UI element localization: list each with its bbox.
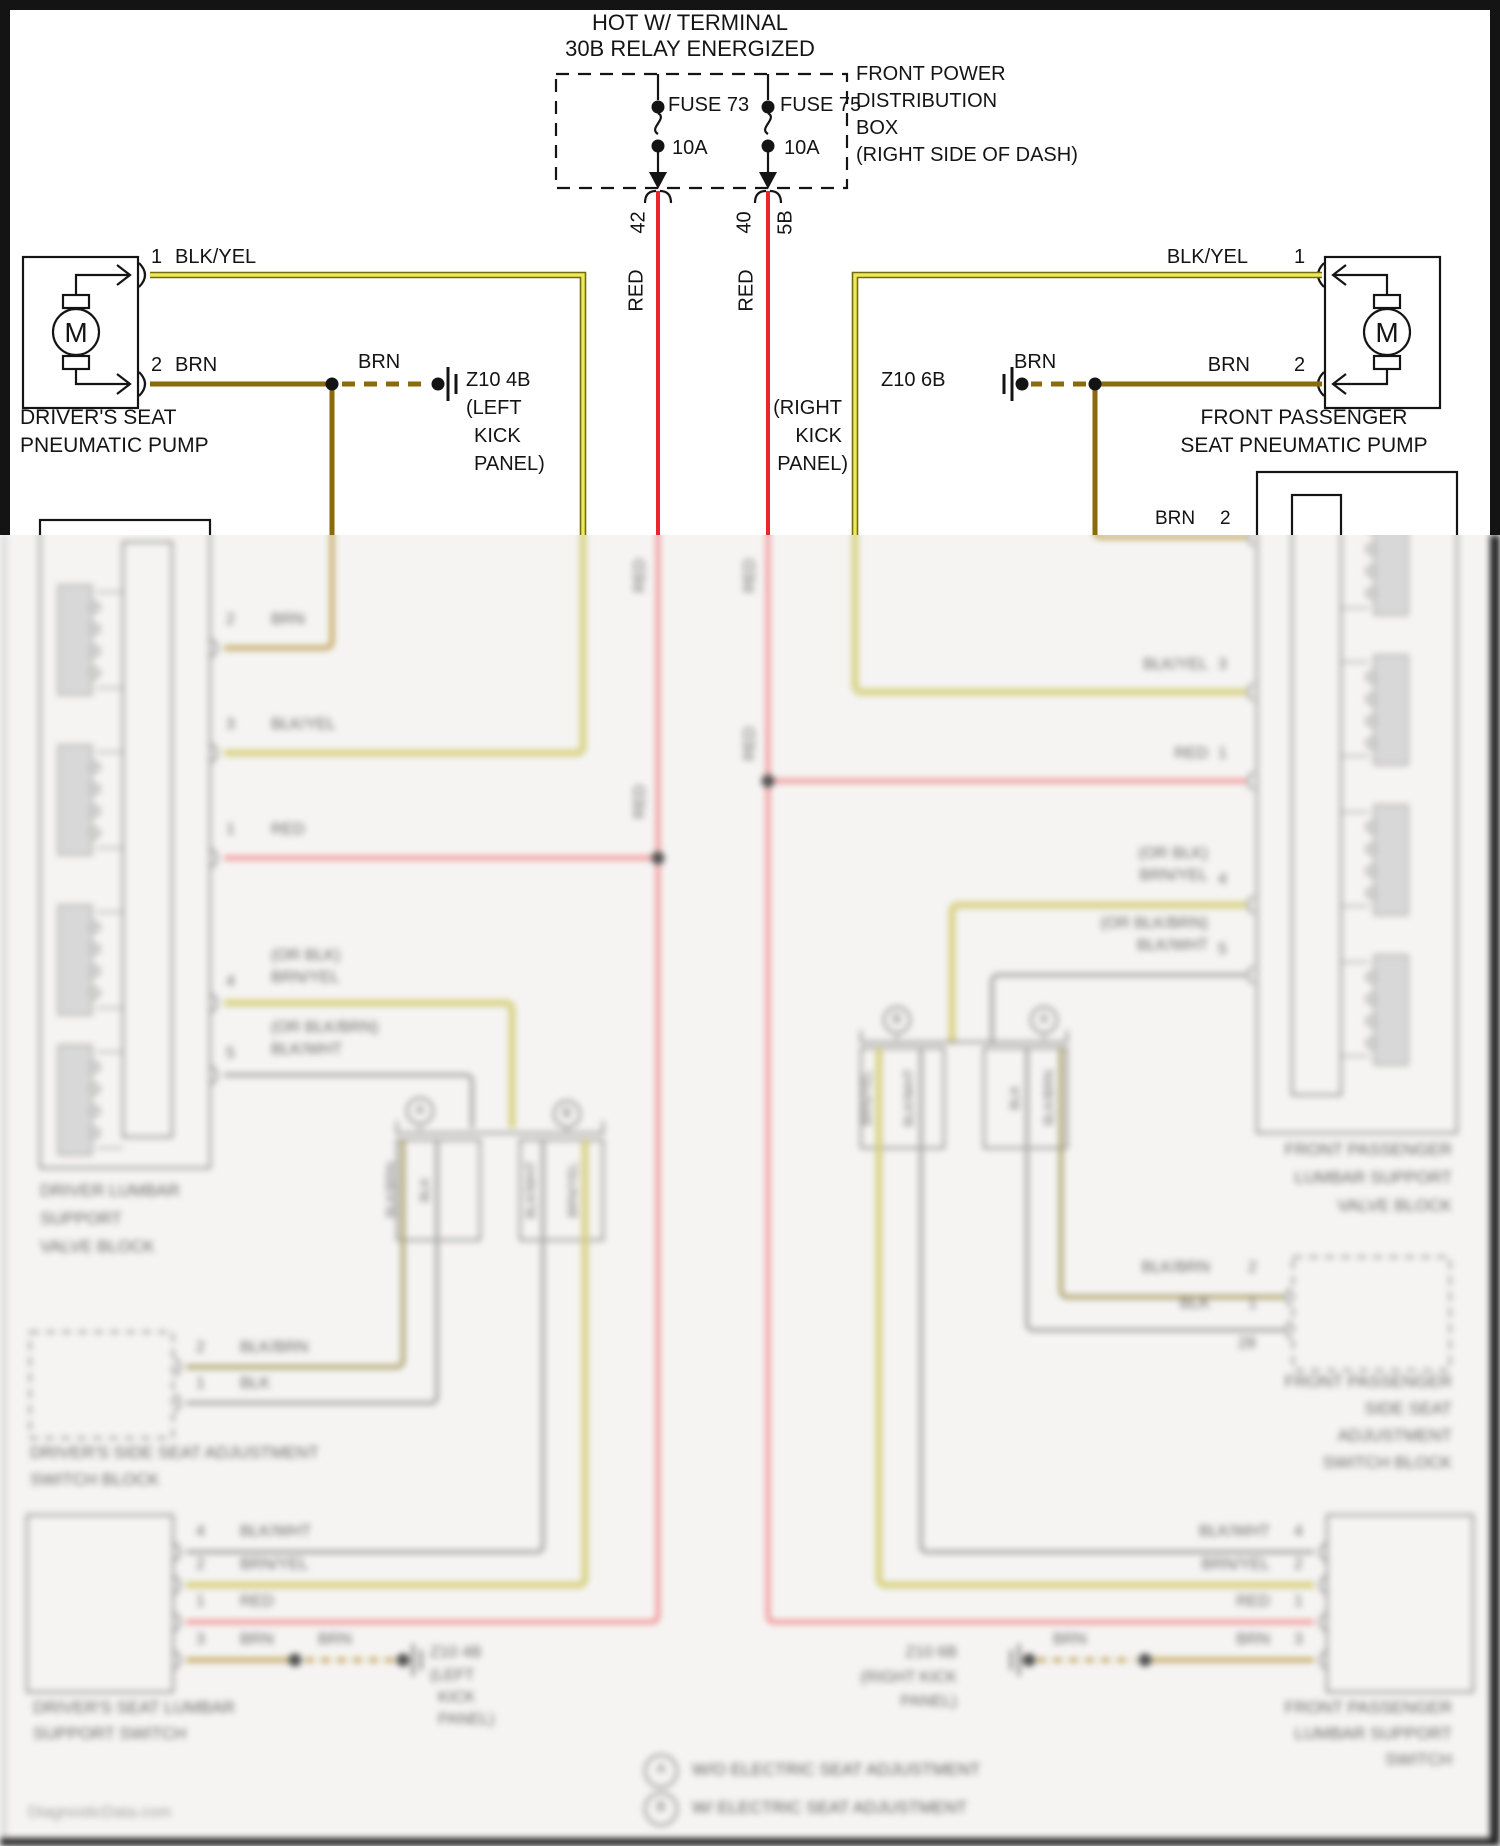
passenger-adj-extra-pin: 28 (1238, 1335, 1256, 1352)
driver-adj-pin1-number: 1 (196, 1375, 205, 1392)
driver-switch-pin2-wire: BRN/YEL (240, 1556, 309, 1573)
driver-adj-switch-block-box (30, 1332, 180, 1438)
red-wire-mid-label: RED (741, 558, 759, 593)
passenger-valve-pin2-wire: BRN (1155, 508, 1196, 529)
solenoid-coil (1341, 955, 1408, 1065)
solenoid-coil (58, 905, 123, 1015)
driver-valve-pin1-wire: RED (271, 821, 305, 838)
driver-pump-pin2-number: 2 (151, 354, 163, 376)
driver-adj-pin2-wire: BLK/BRN (240, 1339, 309, 1356)
passenger-valve-pin5-number: 5 (1218, 941, 1227, 958)
driver-bottom-ground-wire-label: BRN (318, 1631, 352, 1648)
sharp-region (0, 0, 1500, 535)
passenger-motor-letter: M (1375, 317, 1399, 348)
passenger-pump-title-2: SEAT PNEUMATIC PUMP (1180, 434, 1428, 457)
terminal-42-label: 42 (627, 211, 650, 234)
passenger-valve-pin4-alt: (OR BLK) (1138, 845, 1208, 862)
passenger-adj-label-2: SIDE SEAT (1364, 1399, 1452, 1418)
passenger-switch-label-2: LUMBAR SUPPORT (1294, 1724, 1452, 1743)
solenoid-coil (1341, 805, 1408, 915)
driver-switch-pin1-number: 1 (196, 1593, 205, 1610)
driver-pump-title-1: DRIVER'S SEAT (20, 406, 177, 429)
red-feed-wires (658, 191, 768, 535)
legend-symbol-a: A (656, 1760, 666, 1776)
driver-bottom-ground-loc-3: PANEL) (438, 1711, 495, 1728)
passenger-adj-pin2-number: 2 (1248, 1259, 1257, 1276)
driver-connector-symbol-a: A (415, 1102, 425, 1117)
red-wire-label-right: RED (735, 269, 758, 312)
solenoid-coil (58, 1045, 123, 1155)
driver-valve-label-3: VALVE BLOCK (40, 1237, 155, 1256)
driver-bottom-ground-id: Z10 4B (430, 1644, 482, 1661)
driver-valve-pin4-alt: (OR BLK) (271, 947, 341, 964)
solenoid-coil (1341, 655, 1408, 765)
passenger-switch-pin1-wire: RED (1236, 1593, 1270, 1610)
fuse1-name: FUSE 73 (668, 94, 750, 116)
driver-switch-pin4-number: 4 (196, 1523, 205, 1540)
blurred-region (0, 535, 1500, 1846)
driver-valve-block (40, 535, 217, 1168)
driver-valve-pin2-wire: BRN (271, 611, 305, 628)
passenger-ground-wire-label: BRN (1014, 351, 1057, 373)
passenger-switch-pin4-number: 4 (1294, 1523, 1303, 1540)
passenger-adj-pin1-number: 1 (1248, 1295, 1257, 1312)
passenger-adj-pin1-wire: BLK (1179, 1295, 1210, 1312)
driver-switch-pin1-wire: RED (240, 1593, 274, 1610)
legend-text-b: W/ ELECTRIC SEAT ADJUSTMENT (692, 1798, 968, 1817)
passenger-valve-pin-wires (768, 535, 1246, 1044)
hot-label-line2: 30B RELAY ENERGIZED (565, 36, 815, 61)
legend-symbol-b: B (656, 1798, 666, 1814)
passenger-valve-pin2-number: 2 (1220, 508, 1231, 529)
driver-valve-pin4-wire: BRN/YEL (271, 969, 340, 986)
red-wire-mid-label: RED (631, 784, 649, 819)
driver-adj-pin2-number: 2 (196, 1339, 205, 1356)
passenger-adj-label-1: FRONT PASSENGER (1284, 1372, 1452, 1391)
driver-switch-pin3-number: 3 (196, 1631, 205, 1648)
passenger-adj-switch-block-box (1286, 1257, 1450, 1370)
fuse1-rating: 10A (672, 137, 708, 159)
passenger-ground-id: Z10 6B (881, 369, 946, 391)
passenger-adj-label-3: ADJUSTMENT (1337, 1426, 1452, 1445)
driver-connector-symbol-b: B (562, 1105, 572, 1120)
passenger-pump-pin1-wire: BLK/YEL (1166, 246, 1248, 268)
passenger-valve-pin4-number: 4 (1218, 871, 1227, 888)
driver-pump-title-2: PNEUMATIC PUMP (20, 434, 209, 457)
power-box-label-2: DISTRIBUTION (856, 90, 998, 112)
passenger-bottom-ground-loc-2: PANEL) (900, 1693, 957, 1710)
passenger-connector-symbol-a: A (1039, 1011, 1049, 1026)
passenger-switch-pin3-number: 3 (1294, 1631, 1303, 1648)
driver-switch-label-2: SUPPORT SWITCH (33, 1724, 187, 1743)
driver-lumbar-switch-box (27, 1515, 421, 1692)
driver-valve-pin4-number: 4 (226, 973, 235, 990)
driver-ground-loc-1: (LEFT (466, 397, 522, 419)
power-box-label-1: FRONT POWER (856, 63, 1006, 85)
passenger-valve-pin3-wire: BLK/YEL (1143, 656, 1208, 673)
passenger-valve-pin5-wire: BLK/WHT (1136, 937, 1208, 954)
passenger-connector-col-2: BLK/WHT (901, 1068, 917, 1127)
power-box-label-3: BOX (856, 117, 899, 139)
driver-pump-pin2-wire: BRN (175, 354, 218, 376)
driver-connector-col-4: BRN/YEL (565, 1161, 581, 1218)
passenger-valve-label-1: FRONT PASSENGER (1284, 1140, 1452, 1159)
passenger-valve-pin1-wire: RED (1174, 745, 1208, 762)
terminal-5b-label: 5B (774, 210, 797, 235)
passenger-ground-loc-1: (RIGHT (773, 397, 842, 419)
passenger-valve-pin3-number: 3 (1218, 656, 1227, 673)
legend-text-a: W/O ELECTRIC SEAT ADJUSTMENT (692, 1760, 981, 1779)
power-box-label-4: (RIGHT SIDE OF DASH) (856, 144, 1078, 166)
watermark: DiagnosticData.com (28, 1804, 172, 1821)
red-wire-mid-label: RED (741, 726, 759, 761)
fuse2-rating: 10A (784, 137, 820, 159)
valve-block-tops (40, 472, 1457, 535)
passenger-switch-pin1-number: 1 (1294, 1593, 1303, 1610)
passenger-connector-symbol-b: B (892, 1011, 902, 1026)
driver-pump-pin1-wire: BLK/YEL (175, 246, 257, 268)
driver-valve-label-2: SUPPORT (40, 1209, 122, 1228)
passenger-valve-block (1248, 535, 1457, 1133)
terminal-40-label: 40 (733, 211, 756, 234)
driver-adj-label-1: DRIVER'S SIDE SEAT ADJUSTMENT (30, 1443, 319, 1462)
driver-switch-pin3-wire: BRN (240, 1631, 274, 1648)
passenger-valve-pin5-alt: (OR BLK/BRN) (1100, 915, 1208, 932)
passenger-valve-pin1-number: 1 (1218, 745, 1227, 762)
driver-ground-wire-label: BRN (358, 351, 401, 373)
driver-connector-col-1: BLK/BRN (383, 1161, 399, 1218)
passenger-switch-label-1: FRONT PASSENGER (1284, 1698, 1452, 1717)
solenoid-coil (1341, 535, 1408, 615)
driver-switch-label-1: DRIVER'S SEAT LUMBAR (33, 1698, 235, 1717)
driver-switch-pin2-number: 2 (196, 1556, 205, 1573)
driver-valve-label-1: DRIVER LUMBAR (40, 1181, 180, 1200)
driver-adj-label-2: SWITCH BLOCK (30, 1470, 160, 1489)
driver-bottom-ground-loc-1: (LEFT (430, 1667, 475, 1684)
driver-valve-pin2-number: 2 (226, 611, 235, 628)
passenger-connector-col-4: BLK/BRN (1041, 1069, 1057, 1126)
solenoid-coil (58, 745, 123, 855)
passenger-pump-title-1: FRONT PASSENGER (1200, 406, 1408, 429)
driver-ground-loc-3: PANEL) (474, 453, 545, 475)
driver-valve-pin5-number: 5 (226, 1045, 235, 1062)
passenger-bottom-ground-id: Z10 6B (905, 1644, 957, 1661)
passenger-bottom-ground-wire-label: BRN (1053, 1631, 1087, 1648)
passenger-switch-pin3-wire: BRN (1236, 1631, 1270, 1648)
driver-ground-loc-2: KICK (474, 425, 521, 447)
driver-connector-col-3: BLK/WHT (523, 1160, 539, 1219)
passenger-connector-col-3: BLK (1007, 1085, 1023, 1111)
passenger-ground-loc-2: KICK (795, 425, 842, 447)
passenger-valve-pin4-wire: BRN/YEL (1139, 867, 1208, 884)
driver-switch-pin4-wire: BLK/WHT (240, 1523, 312, 1540)
passenger-bottom-ground-loc-1: (RIGHT KICK (860, 1669, 957, 1686)
passenger-switch-pin2-number: 2 (1294, 1556, 1303, 1573)
driver-adj-pin1-wire: BLK (240, 1375, 271, 1392)
driver-valve-pin5-alt: (OR BLK/BRN) (271, 1019, 379, 1036)
driver-valve-pin3-number: 3 (226, 716, 235, 733)
solenoid-coil (58, 585, 123, 695)
passenger-blkyel-wire (855, 275, 1322, 535)
passenger-adj-pin2-wire: BLK/BRN (1141, 1259, 1210, 1276)
red-feed-wires-lower (186, 535, 1314, 1622)
driver-ground-id: Z10 4B (466, 369, 531, 391)
fuse2-name: FUSE 75 (780, 94, 862, 116)
passenger-connector-col-1: BRN/YEL (859, 1069, 875, 1126)
passenger-switch-pin4-wire: BLK/WHT (1198, 1523, 1270, 1540)
driver-motor-letter: M (64, 317, 88, 348)
hot-label-line1: HOT W/ TERMINAL (592, 10, 788, 35)
passenger-ground-loc-3: PANEL) (777, 453, 848, 475)
red-wire-label-left: RED (625, 269, 648, 312)
red-wire-mid-label: RED (631, 558, 649, 593)
passenger-lower-wires (879, 1148, 1314, 1585)
passenger-adj-label-4: SWITCH BLOCK (1322, 1453, 1452, 1472)
passenger-valve-label-3: VALVE BLOCK (1337, 1196, 1452, 1215)
passenger-switch-label-3: SWITCH (1384, 1750, 1452, 1769)
passenger-pump-pin2-number: 2 (1294, 354, 1306, 376)
passenger-valve-label-2: LUMBAR SUPPORT (1294, 1168, 1452, 1187)
driver-valve-pin1-number: 1 (226, 821, 235, 838)
driver-bottom-ground-loc-2: KICK (438, 1689, 476, 1706)
passenger-switch-pin2-wire: BRN/YEL (1201, 1556, 1270, 1573)
passenger-pump-pin2-wire: BRN (1207, 354, 1250, 376)
passenger-connector-assembly (861, 1007, 1067, 1148)
driver-valve-pin3-wire: BLK/YEL (271, 716, 336, 733)
passenger-pump-pin1-number: 1 (1294, 246, 1306, 268)
driver-valve-pin5-wire: BLK/WHT (271, 1041, 343, 1058)
driver-connector-col-2: BLK (417, 1177, 433, 1203)
driver-pump-pin1-number: 1 (151, 246, 163, 268)
